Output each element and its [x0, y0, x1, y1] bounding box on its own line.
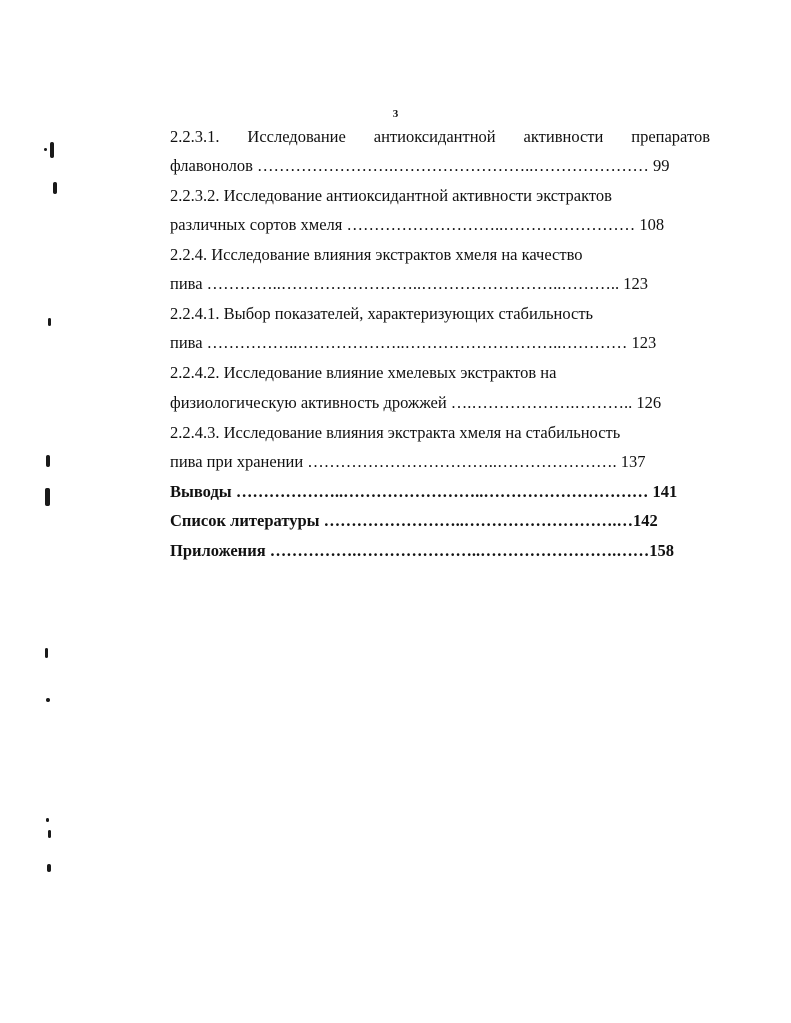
toc-word: активности [523, 127, 604, 146]
toc-entry-2-2-4-2-page: физиологическую активность дрожжей ….……………….……….. 126 [170, 393, 662, 412]
toc-word: антиоксидантной [373, 127, 496, 146]
toc-entry-2-2-4-1-page: пива ……………..………………..………………………..………… 123 [170, 333, 657, 352]
scan-artifact [46, 455, 50, 467]
scan-artifact [45, 648, 48, 658]
scan-artifact [46, 818, 49, 822]
page-number: 3 [392, 108, 399, 120]
scan-artifact [47, 864, 51, 872]
toc-word: препаратов [631, 127, 710, 146]
toc-entry-2-2-4-3-page: пива при хранении ……………………………..…………………. 137 [170, 452, 646, 471]
toc-entry-appendices: Приложения …………….…………………..…………………….……158 [170, 541, 674, 560]
toc-entry-2-2-3-2-page: различных сортов хмеля ………………………..…………………… 108 [170, 215, 665, 234]
scan-artifact [45, 488, 50, 506]
toc-entry-2-2-3-1-title [170, 127, 710, 147]
scan-artifact [50, 142, 54, 158]
scan-artifact [53, 182, 57, 194]
toc-entry-conclusions: Выводы ………………..……………………..………………………… 141 [170, 482, 678, 501]
toc-word: Исследование [247, 127, 346, 146]
toc-entry-2-2-4-2-title: 2.2.4.2. Исследование влияние хмелевых экстрактов на [170, 363, 557, 382]
toc-entry-2-2-4-1-title: 2.2.4.1. Выбор показателей, характеризующих стабильность [170, 304, 594, 323]
scan-artifact [48, 830, 51, 838]
toc-entry-2-2-3-1-page: флавонолов …………………….……………………..………………… 99 [170, 156, 670, 175]
scan-artifact [48, 318, 51, 326]
scan-artifact [44, 148, 47, 151]
toc-entry-2-2-4-title: 2.2.4. Исследование влияния экстрактов хмеля на качество [170, 245, 583, 264]
toc-entry-2-2-3-2-title: 2.2.3.2. Исследование антиоксидантной активности экстрактов [170, 186, 612, 205]
scan-artifact [46, 698, 50, 702]
toc-word: 2.2.3.1. [170, 127, 220, 146]
toc-entry-2-2-4-3-title: 2.2.4.3. Исследование влияния экстракта хмеля на стабильность [170, 423, 621, 442]
toc-entry-2-2-4-page: пива …………..……………………..……………………..……….. 123 [170, 274, 649, 293]
toc-entry-references: Список литературы ……………………..……………………….…142 [170, 511, 658, 530]
